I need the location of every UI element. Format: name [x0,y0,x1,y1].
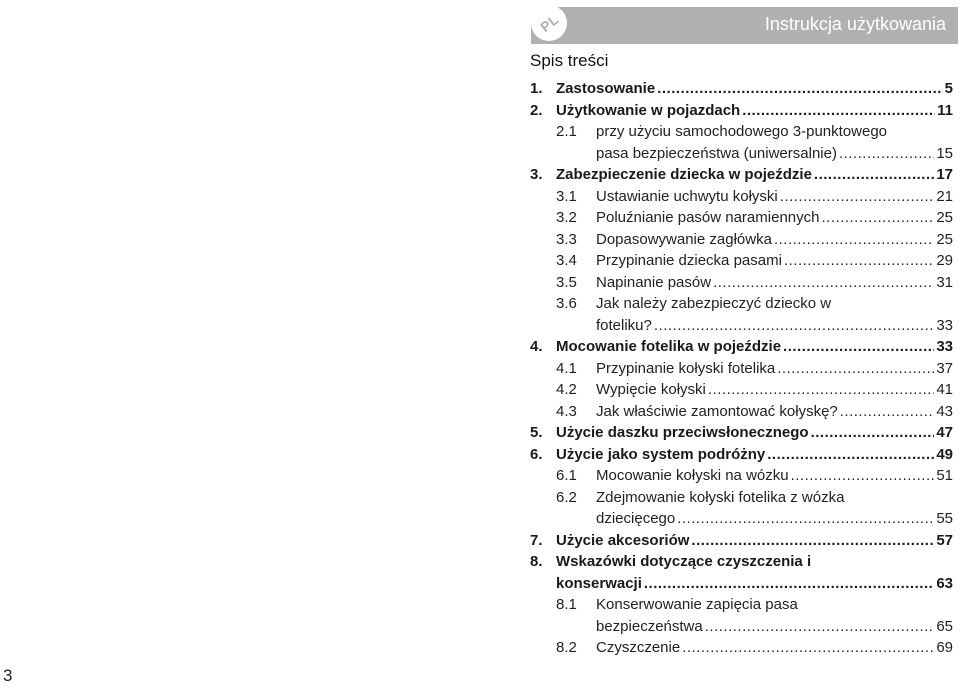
dot-leader [777,358,934,380]
toc-entry-page: 37 [936,359,953,377]
toc-entry-title: Napinanie pasów [596,273,712,291]
toc-entry-title: Zabezpieczenie dziecka w pojeździe [556,166,812,183]
page-number: 3 [3,666,13,685]
toc-entry-page: 43 [936,402,953,420]
toc-entry [530,594,953,637]
dot-leader [713,272,934,294]
dot-leader [677,508,934,530]
toc-entry [530,551,953,594]
dot-leader [784,250,934,272]
toc-entry [530,229,953,251]
toc-entry-title: Zdejmowanie kołyski fotelika z wózka [596,488,845,506]
toc-entry-number: 2. [530,101,543,119]
toc-entry-number: 6.1 [556,467,577,484]
toc-entry-title: Poluźnianie pasów naramiennych [596,209,820,226]
dot-leader [780,186,935,208]
toc-entry-number: 4.3 [556,402,577,420]
toc-entry-title-continued: pasa bezpieczeństwa (uniwersalnie) [596,144,837,162]
toc-entry-page: 41 [936,381,953,398]
toc-entry-number: 8.2 [556,639,577,656]
toc-entry-number: 3.6 [556,295,577,312]
toc-entry [530,444,953,466]
toc-entry-page: 29 [936,252,953,269]
toc-entry-page: 33 [936,338,953,355]
toc-entry-title: przy użyciu samochodowego 3-punktowego [596,123,887,140]
toc-entry-page: 63 [936,574,953,592]
toc-entry [530,164,953,186]
toc-entry-number: 4. [530,338,543,355]
toc-entry-title: Użycie akcesoriów [556,531,690,549]
toc-entry [530,121,953,164]
toc-entry-title: Jak należy zabezpieczyć dziecko w [596,295,832,312]
toc-entry-title: Dopasowywanie zagłówka [596,230,772,248]
dot-leader [705,616,935,638]
toc-entry [530,250,953,272]
dot-leader [657,78,942,100]
toc-entry [530,293,953,336]
dot-leader [774,229,934,251]
dot-leader [654,315,934,337]
toc-entry-page: 31 [936,273,953,291]
table-of-contents [530,78,953,659]
toc-entry [530,379,953,401]
toc-entry [530,637,953,659]
dot-leader [814,164,934,186]
toc-entry-number: 4.1 [556,359,577,377]
toc-entry-page: 25 [936,209,953,226]
dot-leader [811,422,935,444]
language-badge [531,5,567,41]
dot-leader [791,465,935,487]
dot-leader [839,143,934,165]
toc-entry [530,530,953,552]
toc-entry-page: 69 [936,639,953,656]
dot-leader [767,444,934,466]
toc-entry-page: 21 [936,187,953,205]
toc-entry [530,358,953,380]
toc-entry [530,78,953,100]
dot-leader [783,336,934,358]
toc-entry-number: 7. [530,531,543,549]
toc-entry [530,465,953,487]
toc-entry-page: 25 [936,230,953,248]
document-title: Instrukcja użytkowania [764,14,946,34]
toc-entry-title: Czyszczenie [596,639,681,656]
toc-entry [530,336,953,358]
toc-entry-number: 2.1 [556,123,577,140]
toc-entry-title-continued: dziecięcego [596,510,676,527]
dot-leader [682,637,934,659]
toc-entry-page: 51 [936,467,953,484]
dot-leader [821,207,934,229]
toc-entry [530,422,953,444]
toc-entry-number: 3.1 [556,187,577,205]
toc-entry [530,186,953,208]
toc-entry-title: Użycie daszku przeciwsłonecznego [556,424,809,441]
toc-entry-title: Użycie jako system podróżny [556,445,766,463]
toc-entry-number: 3.4 [556,252,577,269]
dot-leader [644,573,934,595]
dot-leader [708,379,934,401]
toc-entry-title: Jak właściwie zamontować kołyskę? [596,402,838,420]
toc-entry-number: 3.2 [556,209,577,226]
toc-entry-title: Przypinanie kołyski fotelika [596,359,776,377]
toc-entry-title: Zastosowanie [556,80,656,97]
toc-entry-number: 5. [530,424,543,441]
toc-entry-title: Mocowanie fotelika w pojeździe [556,338,782,355]
toc-entry-page: 11 [937,101,953,119]
toc-entry-number: 8.1 [556,596,577,613]
toc-entry-number: 1. [530,80,543,97]
toc-entry-page: 49 [936,445,953,463]
toc-entry-number: 3.3 [556,230,577,248]
toc-entry-number: 8. [530,553,543,570]
dot-leader [691,530,934,552]
toc-entry-title-continued: konserwacji [556,574,642,592]
toc-entry-page: 57 [936,531,953,549]
dot-leader [840,401,935,423]
toc-entry-page: 33 [936,316,953,334]
toc-entry-page: 47 [936,424,953,441]
toc-entry-title: Wypięcie kołyski [596,381,706,398]
toc-entry-page: 55 [936,510,953,527]
toc-entry-title: Wskazówki dotyczące czyszczenia i [556,553,812,570]
toc-entry [530,401,953,423]
toc-entry-page: 15 [936,144,953,162]
toc-entry-page: 65 [936,617,953,635]
dot-leader [742,100,935,122]
toc-entry [530,487,953,530]
toc-entry-page: 5 [944,80,953,97]
toc-entry-title: Konserwowanie zapięcia pasa [596,596,798,613]
toc-entry [530,207,953,229]
toc-entry-number: 6. [530,445,543,463]
toc-entry-page: 17 [936,166,953,183]
toc-entry [530,272,953,294]
toc-entry-title: Mocowanie kołyski na wózku [596,467,789,484]
toc-heading: Spis treści [530,51,609,70]
toc-entry-title: Ustawianie uchwytu kołyski [596,187,778,205]
toc-entry-number: 3. [530,166,543,183]
language-code: PL [536,10,562,36]
toc-entry-title: Przypinanie dziecka pasami [596,252,782,269]
toc-entry-number: 4.2 [556,381,577,398]
toc-entry-number: 3.5 [556,273,577,291]
toc-entry-title: Użytkowanie w pojazdach [556,101,741,119]
toc-entry-number: 6.2 [556,488,577,506]
toc-entry-title-continued: foteliku? [596,316,652,334]
toc-entry [530,100,953,122]
toc-entry-title-continued: bezpieczeństwa [596,617,703,635]
